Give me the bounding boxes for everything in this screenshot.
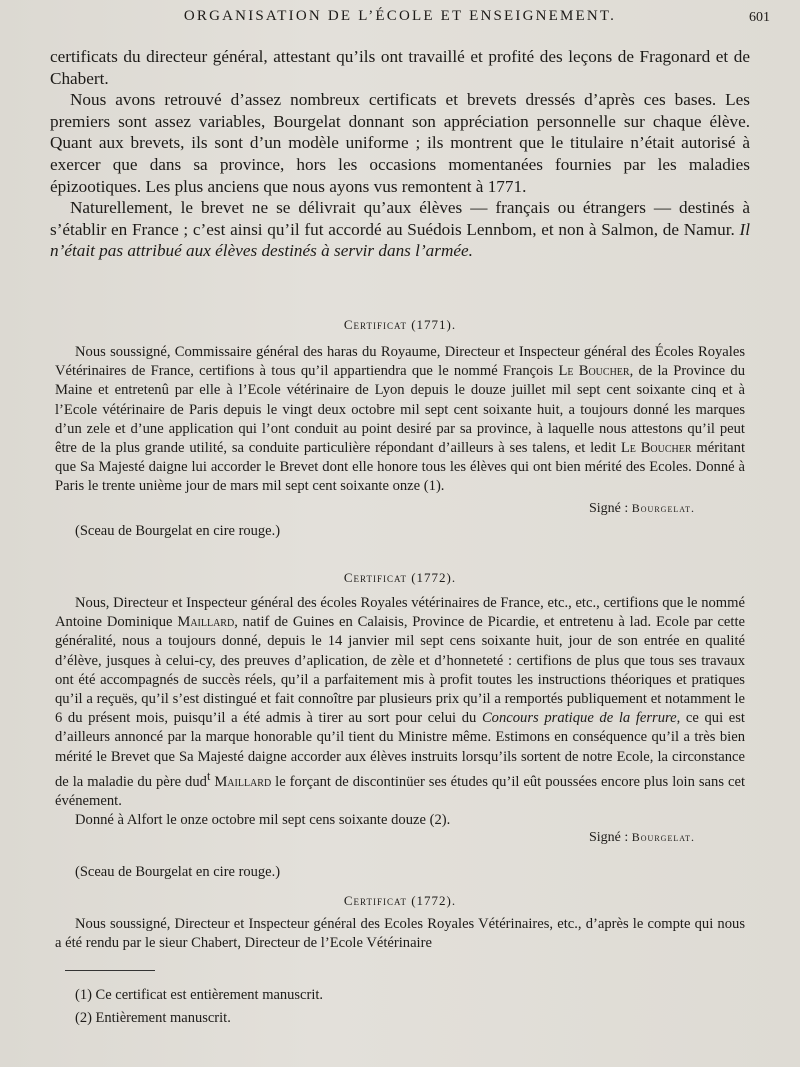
- certificate-body: [55, 343, 745, 497]
- footnote-divider: [65, 970, 155, 971]
- certificate-body: [55, 594, 745, 830]
- cert-text-segment: méritant que Sa Majesté daigne lui accorder le Brevet dont elle honore tous les élèves qui ont bien mérité des Ecoles. Donné à Paris le trente unième jour de mars mil sept cent soixante onze (1).: [55, 440, 745, 495]
- paragraph-2: Nous avons retrouvé d’assez nombreux certificats et brevets dressés d’après ces bases. Les premiers sont assez variables, Bourgelat donnant son appréciation personnelle sur chaque élève. Quant aux brevets, ils sont d’un modèle uniforme ; ils montrent que le titulaire n’était autorisé à exercer que dans sa province, hors les occasions momentanées fournies par les maladies épizootiques. Les plus anciens que nous ayons vus remontent à 1771.: [50, 90, 750, 196]
- contest-name: Concours pratique de la ferrure: [481, 710, 677, 727]
- superscript: t: [206, 768, 211, 783]
- cert-text-segment: Nous soussigné, Commissaire général des haras du Royaume, Directeur et Inspecteur général des Écoles Royales Vétérinaires de France, certifions à tous qu’il appartiendra que le nommé François: [55, 344, 745, 380]
- seal-note: (Sceau de Bourgelat en cire rouge.): [75, 864, 281, 881]
- paragraph-3-italic: Il n’était pas attribué aux élèves destinés à servir dans l’armée.: [50, 219, 750, 261]
- person-name: Le Boucher: [558, 363, 630, 380]
- cert-text-segment: , de la Province du Maine et entretenû par elle à l’Ecole vétérinaire de Lyon depuis le douze juillet mil sept cent soixante cinq et à l’Ecole vétérinaire de Paris depuis le vingt deux octobre mil sept cent soixante huit, a toujours donné les marques d’un zele et d’une application qui l’ont conduit au point desiré par sa province, à laquelle nous attestons qu’il peut être de la plus grande utilité, sa conduite particulière répondant d’ailleurs à ses talens, et ledit: [55, 363, 745, 457]
- footnotes: [75, 984, 675, 1030]
- certificate-title: Certificat (1772).: [343, 570, 457, 585]
- person-name: Maillard: [210, 773, 272, 790]
- page-number: 601: [749, 10, 770, 25]
- signature: [55, 501, 745, 517]
- signer-name: Bourgelat.: [631, 830, 695, 845]
- running-header: ORGANISATION DE L’ÉCOLE ET ENSEIGNEMENT.: [183, 8, 617, 24]
- certificate-title: Certificat (1772).: [343, 893, 457, 908]
- person-name: Le Boucher: [620, 440, 692, 457]
- cert-text-segment: Nous, Directeur et Inspecteur général des écoles Royales vétérinaires de France, etc., etc., certifions que le nommé Antoine Dominique: [55, 595, 745, 631]
- paragraph-3: [50, 197, 750, 262]
- paragraph-1: certificats du directeur général, attestant qu’ils ont travaillé et profité des leçons de Fragonard et de Chabert.: [50, 47, 750, 88]
- cert-text-segment: , natif de Guines en Calaisis, Province de Picardie, et entretenu à lad. Ecole par cette généralité, nous a toujours donné, depuis le 14 janvier mil sept cens soixante huit, jour de son entrée en qualité d’élève, jusques à celui-cy, des preuves d’aplication, de zèle et d’honneteté : certifions de plus que tous ses travaux ont été accompagnés de succès réels, qu’il a parfaitement mis à profit toutes les instructions théoriques et pratiques qu’il a reçuës, qu’il s’est distingué et fait connoître par plusieurs prix qu’il a remportés publiquement et notamment le 6 du présent mois, puisqu’il a été admis à tirer au sort pour celui du: [55, 614, 745, 727]
- person-name: Maillard: [177, 614, 235, 631]
- paragraph-3-text: Naturellement, le brevet ne se délivrait qu’aux élèves — français ou étrangers — destinés à s’établir en France ; c’est ainsi qu’il fut accordé au Suédois Lennbom, et non à Salmon, de Namur.: [50, 198, 750, 239]
- footnote-2: (2) Entièrement manuscrit.: [75, 1010, 231, 1026]
- cert-text-segment: Nous soussigné, Directeur et Inspecteur général des Ecoles Royales Vétérinaires, etc., d’après le compte qui nous a été rendu par le sieur Chabert, Directeur de l’Ecole Vétérinaire: [55, 916, 745, 952]
- certificate-title: Certificat (1771).: [343, 317, 457, 332]
- certificate-1772-a: [55, 570, 745, 881]
- signer-name: Bourgelat.: [631, 500, 695, 515]
- seal-note: (Sceau de Bourgelat en cire rouge.): [75, 522, 281, 539]
- cert-text-segment: le forçant de discontinüer ses études qu’il eût poussées encore plus loin sans cet événement.: [55, 773, 745, 809]
- cert-text-segment: , ce qui est d’ailleurs annoncé par la marque honorable qu’il tient du Ministre même. Estimons en conséquence qu’il a très bien mérité le Brevet que Sa Majesté daigne accorder aux élèves instruits lorsqu’ils sortent de notre Ecole, la circonstance de la maladie du père dud: [55, 710, 745, 790]
- footnote-1: (1) Ce certificat est entièrement manuscrit.: [75, 987, 324, 1003]
- certificate-1772-b: [55, 893, 745, 953]
- certificate-1771: [55, 317, 745, 540]
- signed-label: Signé :: [588, 830, 632, 846]
- signed-label: Signé :: [588, 500, 632, 516]
- certificate-body: [55, 915, 745, 953]
- signature: [55, 830, 745, 846]
- intro-text: [50, 46, 750, 262]
- date-line: Donné à Alfort le onze octobre mil sept cens soixante douze (2).: [75, 812, 451, 829]
